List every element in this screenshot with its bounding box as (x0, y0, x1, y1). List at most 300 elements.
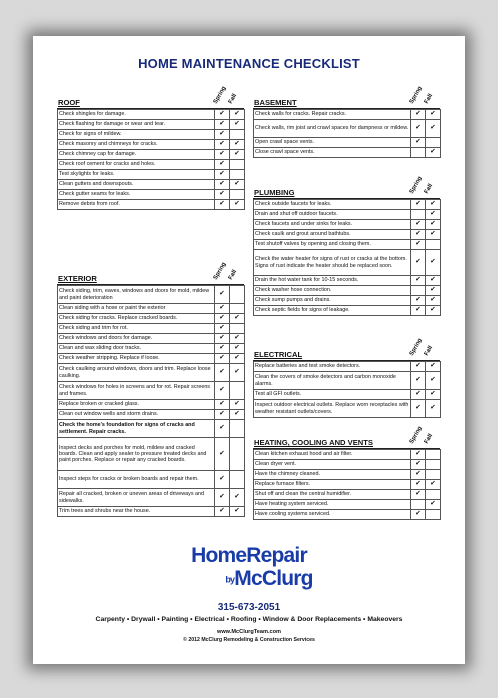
spring-checkbox[interactable] (411, 286, 426, 296)
spring-column-header: Spring (408, 85, 424, 105)
task-text: Check sump pumps and drains. (254, 296, 411, 306)
spring-checkbox[interactable] (411, 276, 426, 286)
checkmark-icon: ✔ (415, 200, 421, 208)
table-row (254, 450, 441, 460)
logo-text-by: by (225, 574, 235, 585)
table-row (254, 230, 441, 240)
checklist-table (253, 199, 441, 316)
checkmark-icon: ✔ (430, 296, 436, 304)
fall-checkbox[interactable] (426, 390, 441, 400)
spring-checkbox[interactable] (411, 240, 426, 250)
checkmark-icon: ✔ (430, 390, 436, 398)
section-roof (57, 85, 245, 210)
table-row (254, 110, 441, 120)
spring-checkbox[interactable] (215, 190, 230, 200)
fall-column-header: Fall (227, 93, 239, 105)
section-header (57, 261, 244, 285)
spring-checkbox[interactable] (411, 110, 426, 120)
section-title: EXTERIOR (58, 274, 97, 283)
checkmark-icon: ✔ (219, 314, 225, 322)
fall-checkbox[interactable] (426, 362, 441, 372)
section-header (57, 85, 244, 109)
table-row (254, 390, 441, 400)
logo-text-mcclurg: McClurg (234, 567, 313, 590)
spring-checkbox[interactable] (411, 120, 426, 138)
spring-checkbox[interactable] (215, 130, 230, 140)
fall-checkbox[interactable] (426, 306, 441, 316)
checkmark-icon: ✔ (415, 296, 421, 304)
checkmark-icon: ✔ (415, 110, 421, 118)
fall-checkbox[interactable] (426, 510, 441, 520)
spring-checkbox[interactable] (215, 150, 230, 160)
table-row (254, 296, 441, 306)
fall-checkbox[interactable] (426, 120, 441, 138)
task-text: Clean out window wells and storm drains. (58, 410, 215, 420)
spring-checkbox[interactable] (411, 362, 426, 372)
checkmark-icon: ✔ (219, 334, 225, 342)
checkmark-icon: ✔ (234, 120, 240, 128)
checkmark-icon: ✔ (430, 480, 436, 488)
table-row (58, 130, 245, 140)
task-text: Inspect decks and porches for mold, mildew and cracked boards. Clean and apply sealer to pressure treated decks and paint porches. Replace or repair any cracked boards. (58, 438, 215, 471)
spring-checkbox[interactable] (411, 400, 426, 418)
table-row (58, 507, 245, 517)
table-row (254, 210, 441, 220)
checkmark-icon: ✔ (415, 240, 421, 248)
spring-checkbox[interactable] (411, 390, 426, 400)
table-row (58, 344, 245, 354)
spring-checkbox[interactable] (215, 382, 230, 400)
fall-checkbox[interactable] (426, 450, 441, 460)
spring-checkbox[interactable] (215, 420, 230, 438)
task-text: Clean and wax sliding door tracks. (58, 344, 215, 354)
checkmark-icon: ✔ (415, 276, 421, 284)
section-header (253, 425, 440, 449)
spring-column-header: Spring (408, 337, 424, 357)
fall-checkbox[interactable] (426, 296, 441, 306)
task-text: Replace broken or cracked glass. (58, 400, 215, 410)
task-text: Open crawl space vents. (254, 138, 411, 148)
fall-checkbox[interactable] (230, 180, 245, 190)
table-row (58, 354, 245, 364)
table-row (254, 400, 441, 418)
checkmark-icon: ✔ (219, 354, 225, 362)
checkmark-icon: ✔ (219, 386, 225, 394)
checklist-table (57, 109, 245, 210)
spring-checkbox[interactable] (411, 296, 426, 306)
table-row (254, 306, 441, 316)
checkmark-icon: ✔ (415, 490, 421, 498)
fall-checkbox[interactable] (230, 286, 245, 304)
table-row (254, 500, 441, 510)
spring-checkbox[interactable] (411, 138, 426, 148)
checkmark-icon: ✔ (430, 404, 436, 412)
section-plumbing (253, 175, 441, 316)
checkmark-icon: ✔ (430, 286, 436, 294)
checkmark-icon: ✔ (415, 124, 421, 132)
section-header (253, 337, 440, 361)
fall-checkbox[interactable] (426, 230, 441, 240)
checkmark-icon: ✔ (415, 480, 421, 488)
spring-checkbox[interactable] (215, 410, 230, 420)
fall-checkbox[interactable] (230, 200, 245, 210)
checkmark-icon: ✔ (430, 276, 436, 284)
checkmark-icon: ✔ (219, 400, 225, 408)
spring-checkbox[interactable] (215, 140, 230, 150)
task-text: Check siding for cracks. Replace cracked boards. (58, 314, 215, 324)
table-row (254, 120, 441, 138)
table-row (58, 314, 245, 324)
fall-checkbox[interactable] (230, 150, 245, 160)
fall-column-header: Fall (227, 269, 239, 281)
fall-checkbox[interactable] (426, 372, 441, 390)
checkmark-icon: ✔ (430, 124, 436, 132)
fall-checkbox[interactable] (426, 286, 441, 296)
spring-checkbox[interactable] (215, 364, 230, 382)
fall-checkbox[interactable] (230, 140, 245, 150)
section-title: HEATING, COOLING AND VENTS (254, 438, 373, 447)
fall-checkbox[interactable] (426, 148, 441, 158)
fall-checkbox[interactable] (426, 240, 441, 250)
task-text: Trim trees and shrubs near the house. (58, 507, 215, 517)
table-row (58, 382, 245, 400)
table-row (254, 286, 441, 296)
spring-checkbox[interactable] (411, 230, 426, 240)
table-row (58, 190, 245, 200)
task-text: Check siding, trim, eaves, windows and doors for mold, mildew and paint deterioration (58, 286, 215, 304)
fall-checkbox[interactable] (426, 400, 441, 418)
checkmark-icon: ✔ (430, 220, 436, 228)
task-text: Check walls for cracks. Repair cracks. (254, 110, 411, 120)
checkmark-icon: ✔ (415, 460, 421, 468)
task-text: Repair all cracked, broken or uneven areas of driveways and sidewalks. (58, 489, 215, 507)
task-text: Clean kitchen exhaust hood and air filter. (254, 450, 411, 460)
task-text: Drain the hot water tank for 10-15 seconds. (254, 276, 411, 286)
spring-checkbox[interactable] (215, 200, 230, 210)
fall-checkbox[interactable] (230, 364, 245, 382)
spring-checkbox[interactable] (411, 490, 426, 500)
task-text: Clean the covers of smoke detectors and carbon monoxide alarms. (254, 372, 411, 390)
checkmark-icon: ✔ (430, 258, 436, 266)
task-text: Check windows and doors for damage. (58, 334, 215, 344)
table-row (254, 490, 441, 500)
task-text: Check gutter seams for leaks. (58, 190, 215, 200)
task-text: Close crawl space vents. (254, 148, 411, 158)
section-hvac (253, 425, 441, 520)
fall-checkbox[interactable] (426, 460, 441, 470)
table-row (58, 304, 245, 314)
fall-checkbox[interactable] (230, 110, 245, 120)
task-text: Check windows for holes in screens and for rot. Repair screens and frames. (58, 382, 215, 400)
checkmark-icon: ✔ (430, 362, 436, 370)
fall-checkbox[interactable] (426, 500, 441, 510)
task-text: Remove debris from roof. (58, 200, 215, 210)
checkmark-icon: ✔ (219, 120, 225, 128)
spring-checkbox[interactable] (411, 460, 426, 470)
spring-checkbox[interactable] (411, 372, 426, 390)
table-row (254, 240, 441, 250)
section-title: ELECTRICAL (254, 350, 303, 359)
table-row (58, 400, 245, 410)
spring-column-header: Spring (408, 175, 424, 195)
checkmark-icon: ✔ (415, 376, 421, 384)
checkmark-icon: ✔ (219, 190, 225, 198)
spring-checkbox[interactable] (215, 400, 230, 410)
table-row (254, 220, 441, 230)
section-title: ROOF (58, 98, 80, 107)
checkmark-icon: ✔ (219, 410, 225, 418)
fall-checkbox[interactable] (426, 220, 441, 230)
checkmark-icon: ✔ (219, 368, 225, 376)
spring-checkbox[interactable] (215, 120, 230, 130)
task-text: Inspect steps for cracks or broken boards and repair them. (58, 471, 215, 489)
fall-checkbox[interactable] (230, 314, 245, 324)
task-text: Have the chimney cleaned. (254, 470, 411, 480)
checkmark-icon: ✔ (234, 400, 240, 408)
fall-checkbox[interactable] (230, 354, 245, 364)
table-row (58, 120, 245, 130)
table-row (254, 362, 441, 372)
spring-checkbox[interactable] (215, 334, 230, 344)
spring-checkbox[interactable] (215, 507, 230, 517)
checkmark-icon: ✔ (219, 150, 225, 158)
checkmark-icon: ✔ (415, 230, 421, 238)
table-row (254, 138, 441, 148)
checkmark-icon: ✔ (415, 138, 421, 146)
fall-checkbox[interactable] (230, 344, 245, 354)
checkmark-icon: ✔ (415, 510, 421, 518)
table-row (254, 460, 441, 470)
checkmark-icon: ✔ (219, 344, 225, 352)
fall-checkbox[interactable] (426, 250, 441, 276)
spring-checkbox[interactable] (215, 324, 230, 334)
task-text: Check siding and trim for rot. (58, 324, 215, 334)
section-header (253, 85, 440, 109)
copyright-notice: © 2012 McClurg Remodeling & Construction Services (183, 637, 315, 643)
checkmark-icon: ✔ (430, 306, 436, 314)
fall-checkbox[interactable] (426, 200, 441, 210)
task-text: Check weather stripping. Replace if loose. (58, 354, 215, 364)
fall-column-header: Fall (423, 345, 435, 357)
task-text: Check roof cement for cracks and holes. (58, 160, 215, 170)
fall-checkbox[interactable] (230, 160, 245, 170)
spring-checkbox[interactable] (215, 286, 230, 304)
spring-checkbox[interactable] (411, 306, 426, 316)
checkmark-icon: ✔ (219, 140, 225, 148)
spring-column-header: Spring (408, 425, 424, 445)
fall-checkbox[interactable] (230, 489, 245, 507)
spring-checkbox[interactable] (215, 354, 230, 364)
checkmark-icon: ✔ (234, 410, 240, 418)
spring-checkbox[interactable] (215, 438, 230, 471)
table-row (58, 180, 245, 190)
fall-checkbox[interactable] (426, 490, 441, 500)
checkmark-icon: ✔ (219, 424, 225, 432)
spring-column-header: Spring (212, 261, 228, 281)
fall-checkbox[interactable] (426, 470, 441, 480)
fall-checkbox[interactable] (230, 304, 245, 314)
checkmark-icon: ✔ (415, 470, 421, 478)
checkmark-icon: ✔ (234, 150, 240, 158)
fall-checkbox[interactable] (426, 110, 441, 120)
checkmark-icon: ✔ (430, 110, 436, 118)
spring-checkbox[interactable] (411, 470, 426, 480)
task-text: Drain and shut off outdoor faucets. (254, 210, 411, 220)
checkmark-icon: ✔ (234, 140, 240, 148)
fall-checkbox[interactable] (230, 438, 245, 471)
fall-checkbox[interactable] (230, 420, 245, 438)
checkmark-icon: ✔ (430, 200, 436, 208)
spring-checkbox[interactable] (411, 500, 426, 510)
fall-checkbox[interactable] (230, 130, 245, 140)
table-row (58, 420, 245, 438)
checkmark-icon: ✔ (430, 230, 436, 238)
checkmark-icon: ✔ (234, 354, 240, 362)
spring-checkbox[interactable] (215, 304, 230, 314)
checkmark-icon: ✔ (219, 130, 225, 138)
table-row (58, 334, 245, 344)
fall-checkbox[interactable] (230, 170, 245, 180)
checkmark-icon: ✔ (234, 110, 240, 118)
checkmark-icon: ✔ (234, 493, 240, 501)
task-text: Have cooling systems serviced. (254, 510, 411, 520)
fall-column-header: Fall (423, 183, 435, 195)
spring-checkbox[interactable] (215, 471, 230, 489)
table-row (58, 160, 245, 170)
task-text: Test all GFI outlets. (254, 390, 411, 400)
checkmark-icon: ✔ (415, 220, 421, 228)
table-row (254, 480, 441, 490)
fall-checkbox[interactable] (426, 210, 441, 220)
spring-checkbox[interactable] (411, 480, 426, 490)
section-exterior (57, 261, 245, 517)
checkmark-icon: ✔ (219, 493, 225, 501)
checklist-table (253, 361, 441, 418)
fall-checkbox[interactable] (230, 410, 245, 420)
website-link[interactable]: www.McClurgTeam.com (216, 629, 282, 635)
logo-homerepair (33, 544, 465, 568)
task-text: Clean dryer vent. (254, 460, 411, 470)
table-row (58, 150, 245, 160)
checkmark-icon: ✔ (219, 475, 225, 483)
checkmark-icon: ✔ (219, 449, 225, 457)
table-row (58, 471, 245, 489)
fall-checkbox[interactable] (230, 324, 245, 334)
table-row (254, 250, 441, 276)
fall-column-header: Fall (423, 93, 435, 105)
table-row (58, 200, 245, 210)
task-text: Shut off and clean the central humidifier. (254, 490, 411, 500)
checkmark-icon: ✔ (430, 500, 436, 508)
table-row (254, 372, 441, 390)
task-text: Clean gutters and downspouts. (58, 180, 215, 190)
checkmark-icon: ✔ (219, 110, 225, 118)
table-row (254, 200, 441, 210)
fall-checkbox[interactable] (426, 276, 441, 286)
checkmark-icon: ✔ (219, 304, 225, 312)
checklist-table (253, 109, 441, 158)
checkmark-icon: ✔ (219, 170, 225, 178)
fall-column-header: Fall (423, 433, 435, 445)
table-row (58, 410, 245, 420)
checkmark-icon: ✔ (219, 324, 225, 332)
fall-checkbox[interactable] (230, 400, 245, 410)
section-basement (253, 85, 441, 158)
spring-checkbox[interactable] (215, 314, 230, 324)
fall-checkbox[interactable] (230, 507, 245, 517)
spring-checkbox[interactable] (411, 200, 426, 210)
checkmark-icon: ✔ (415, 404, 421, 412)
spring-checkbox[interactable] (411, 148, 426, 158)
table-row (58, 110, 245, 120)
checkmark-icon: ✔ (219, 160, 225, 168)
checkmark-icon: ✔ (219, 180, 225, 188)
task-text: Check washer hose connection. (254, 286, 411, 296)
checkmark-icon: ✔ (415, 390, 421, 398)
section-title: BASEMENT (254, 98, 297, 107)
spring-checkbox[interactable] (215, 110, 230, 120)
table-row (254, 510, 441, 520)
task-text: Test shutoff valves by opening and closing them. (254, 240, 411, 250)
checkmark-icon: ✔ (234, 334, 240, 342)
fall-checkbox[interactable] (230, 120, 245, 130)
task-text: Check the water heater for signs of rust or cracks at the bottom. Signs of rust indicate the heater should be replaced soon. (254, 250, 411, 276)
checklist-sheet (33, 36, 465, 664)
spring-checkbox[interactable] (411, 450, 426, 460)
task-text: Check faucets and under sinks for leaks. (254, 220, 411, 230)
task-text: Check caulking around windows, doors and trim. Replace loose caulking. (58, 364, 215, 382)
spring-column-header: Spring (212, 85, 228, 105)
fall-checkbox[interactable] (230, 382, 245, 400)
checkmark-icon: ✔ (219, 200, 225, 208)
fall-checkbox[interactable] (426, 138, 441, 148)
table-row (58, 489, 245, 507)
spring-checkbox[interactable] (411, 210, 426, 220)
spring-checkbox[interactable] (411, 250, 426, 276)
task-text: Test skylights for leaks. (58, 170, 215, 180)
services-list: Carpenty • Drywall • Painting • Electrical • Roofing • Window & Door Replacements • Makeovers (95, 616, 403, 623)
spring-checkbox[interactable] (411, 220, 426, 230)
spring-checkbox[interactable] (411, 510, 426, 520)
task-text: Inspect outdoor electrical outlets. Replace worn receptacles with weather resistant outlets/covers. (254, 400, 411, 418)
task-text: Check caulk and grout around bathtubs. (254, 230, 411, 240)
section-title: PLUMBING (254, 188, 295, 197)
section-header (253, 175, 440, 199)
fall-checkbox[interactable] (426, 480, 441, 490)
fall-checkbox[interactable] (230, 190, 245, 200)
checkmark-icon: ✔ (219, 507, 225, 515)
fall-checkbox[interactable] (230, 334, 245, 344)
checkmark-icon: ✔ (234, 314, 240, 322)
spring-checkbox[interactable] (215, 160, 230, 170)
table-row (254, 148, 441, 158)
spring-checkbox[interactable] (215, 180, 230, 190)
checkmark-icon: ✔ (430, 376, 436, 384)
task-text: Check walls, rim joist and crawl spaces for dampness or mildew. (254, 120, 411, 138)
task-text: Replace furnace filters. (254, 480, 411, 490)
table-row (58, 364, 245, 382)
checkmark-icon: ✔ (415, 362, 421, 370)
checklist-table (57, 285, 245, 517)
spring-checkbox[interactable] (215, 170, 230, 180)
spring-checkbox[interactable] (215, 344, 230, 354)
checkmark-icon: ✔ (430, 148, 436, 156)
checkmark-icon: ✔ (234, 507, 240, 515)
fall-checkbox[interactable] (230, 471, 245, 489)
spring-checkbox[interactable] (215, 489, 230, 507)
checklist-table (253, 449, 441, 520)
page-title: HOME MAINTENANCE CHECKLIST (138, 56, 360, 71)
